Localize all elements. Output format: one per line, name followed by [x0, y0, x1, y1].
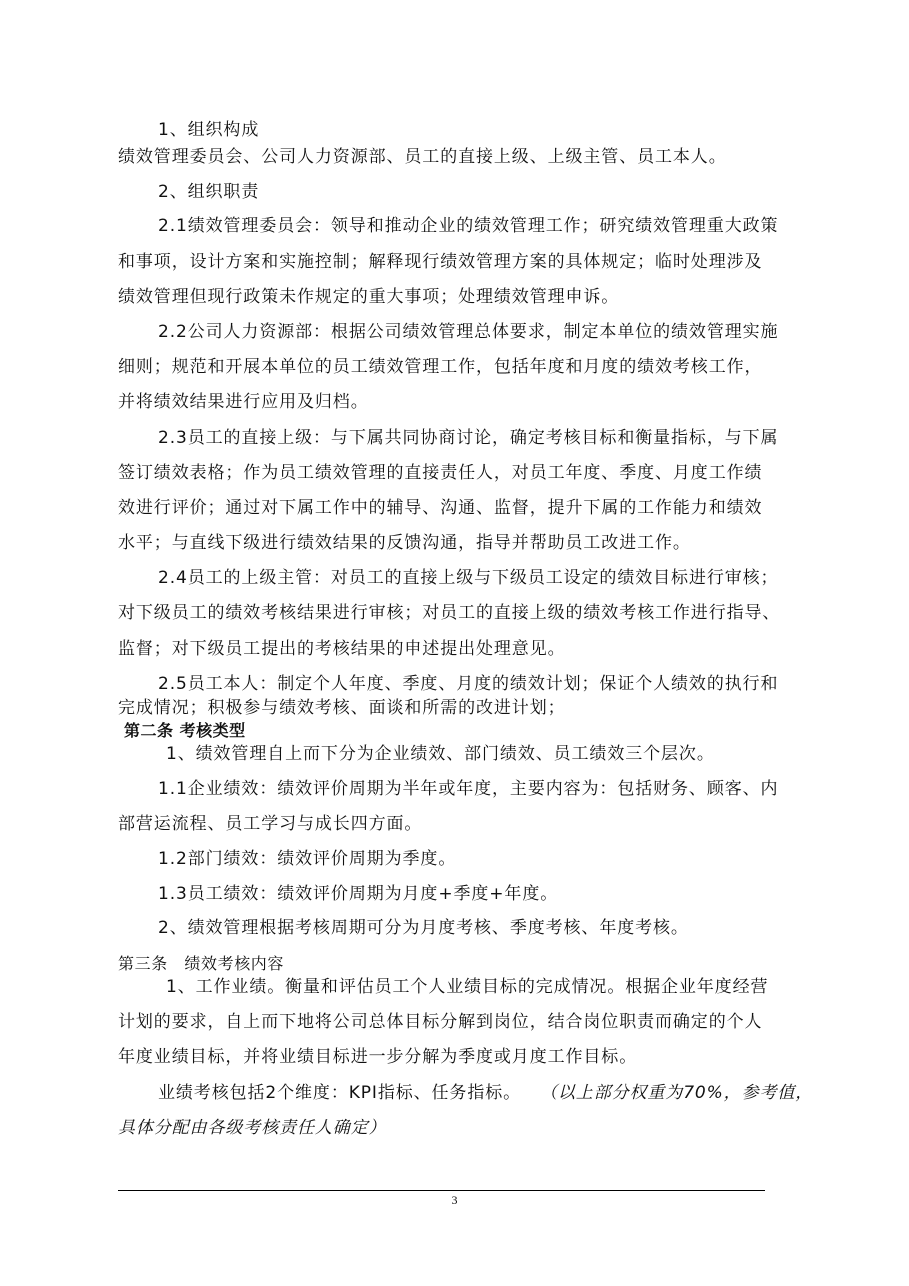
paragraph-line: 绩效管理但现行政策未作规定的重大事项；处理绩效管理申诉。 [118, 287, 620, 307]
paragraph-line: 计划的要求，自上而下地将公司总体目标分解到岗位，结合岗位职责而确定的个人 [118, 1012, 763, 1032]
paragraph-line: 完成情况；积极参与绩效考核、面谈和所需的改进计划； [118, 698, 566, 718]
paragraph-line: 2.3员工的直接上级：与下属共同协商讨论，确定考核目标和衡量指标，与下属 [158, 428, 779, 448]
paragraph-line: 1、工作业绩。衡量和评估员工个人业绩目标的完成情况。根据企业年度经营 [166, 977, 769, 997]
paragraph-line: 1.3员工绩效：绩效评价周期为月度+季度+年度。 [158, 884, 559, 904]
paragraph-line: 1.2部门绩效：绩效评价周期为季度。 [158, 849, 457, 869]
paragraph-line: 1.1企业绩效：绩效评价周期为半年或年度，主要内容为：包括财务、顾客、内 [158, 779, 779, 799]
paragraph-line: 细则；规范和开展本单位的员工绩效管理工作，包括年度和月度的绩效考核工作， [118, 357, 763, 377]
paragraph-line: 和事项，设计方案和实施控制；解释现行绩效管理方案的具体规定；临时处理涉及 [118, 252, 763, 272]
article-heading-assessment-content: 第三条 绩效考核内容 [118, 954, 285, 973]
paragraph-line: 年度业绩目标，并将业绩目标进一步分解为季度或月度工作目标。 [118, 1047, 638, 1067]
paragraph-line: 对下级员工的绩效考核结果进行审核；对员工的直接上级的绩效考核工作进行指导、 [118, 603, 781, 623]
paragraph-line: 2.5员工本人：制定个人年度、季度、月度的绩效计划；保证个人绩效的执行和 [158, 674, 779, 694]
italic-note-continued: 具体分配由各级考核责任人确定） [118, 1118, 387, 1138]
paragraph-line: 2.2公司人力资源部：根据公司绩效管理总体要求，制定本单位的绩效管理实施 [158, 322, 779, 342]
italic-note: （以上部分权重为70%，参考值， [540, 1083, 814, 1103]
article-heading-assessment-types: 第二条 考核类型 [124, 721, 246, 740]
paragraph-line: 部营运流程、员工学习与成长四方面。 [118, 814, 423, 834]
paragraph-line: 水平；与直线下级进行绩效结果的反馈沟通，指导并帮助员工改进工作。 [118, 533, 691, 553]
paragraph-org-members: 绩效管理委员会、公司人力资源部、员工的直接上级、上级主管、员工本人。 [118, 147, 727, 167]
paragraph-line: 效进行评价；通过对下属工作中的辅导、沟通、监督，提升下属的工作能力和绩效 [118, 498, 763, 518]
page-number: 3 [451, 1193, 458, 1207]
paragraph-line: 签订绩效表格；作为员工绩效管理的直接责任人，对员工年度、季度、月度工作绩 [118, 463, 763, 483]
paragraph-line: 业绩考核包括2个维度：KPI指标、任务指标。 [158, 1083, 522, 1103]
paragraph-line: 并将绩效结果进行应用及归档。 [118, 392, 369, 412]
footer-divider [118, 1190, 765, 1191]
paragraph-line: 1、绩效管理自上而下分为企业绩效、部门绩效、员工绩效三个层次。 [166, 744, 715, 764]
section-heading-org-duties: 2、组织职责 [158, 182, 260, 202]
paragraph-line: 监督；对下级员工提出的考核结果的申述提出处理意见。 [118, 639, 566, 659]
paragraph-line: 2.1绩效管理委员会：领导和推动企业的绩效管理工作；研究绩效管理重大政策 [158, 216, 779, 236]
section-heading-org-structure: 1、组织构成 [158, 120, 260, 140]
paragraph-line: 2.4员工的上级主管：对员工的直接上级与下级员工设定的绩效目标进行审核； [158, 568, 779, 588]
paragraph-line: 2、绩效管理根据考核周期可分为月度考核、季度考核、年度考核。 [158, 918, 689, 938]
